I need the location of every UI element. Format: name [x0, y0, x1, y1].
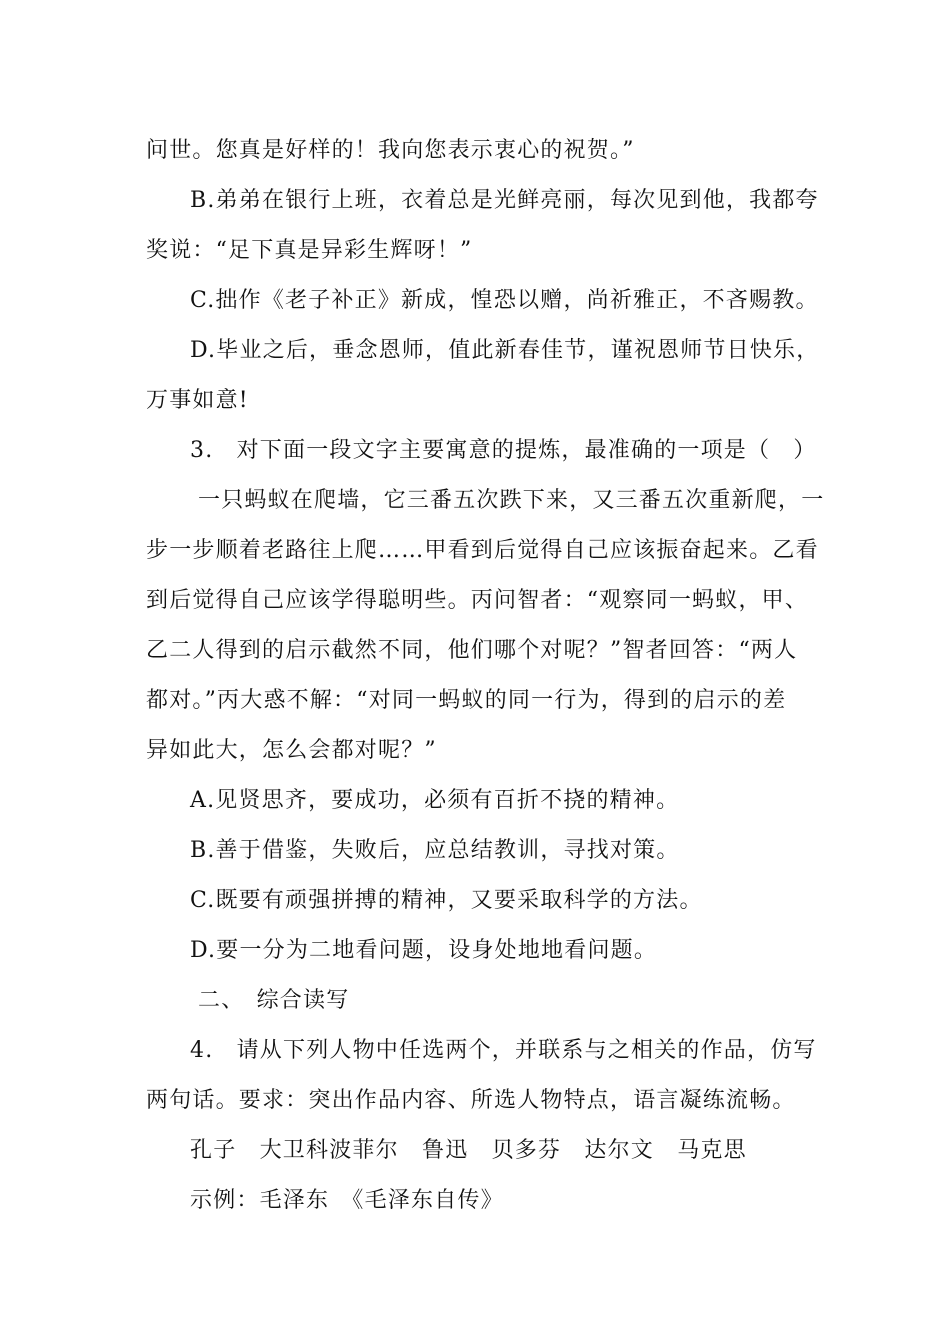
passage-line: 都对。”丙大惑不解：“对同一蚂蚁的同一行为，得到的启示的差 [146, 688, 787, 713]
text-line: 万事如意! [146, 388, 249, 413]
example-line: 示例：毛泽东 《毛泽东自传》 [190, 1188, 504, 1213]
question-4-line: 4. 请从下列人物中任选两个，并联系与之相关的作品，仿写 [190, 1038, 817, 1063]
section-heading: 二、 综合读写 [198, 988, 350, 1013]
option-d-line: D.要一分为二地看问题，设身处地地看问题。 [190, 938, 658, 963]
passage-line: 步一步顺着老路往上爬……甲看到后觉得自己应该振奋起来。乙看 [146, 538, 819, 563]
question-3-line: 3. 对下面一段文字主要寓意的提炼，最准确的一项是（ ） [190, 438, 817, 463]
text-line: 问世。您真是好样的！我向您表示衷心的祝贺。” [146, 138, 635, 163]
option-d-line: D.毕业之后，垂念恩师，值此新春佳节，谨祝恩师节日快乐， [190, 338, 820, 363]
option-a-line: A.见贤思齐，要成功，必须有百折不挠的精神。 [190, 788, 680, 813]
option-b-line: B.弟弟在银行上班，衣着总是光鲜亮丽，每次见到他，我都夸 [190, 188, 819, 213]
option-b-line: B.善于借鉴，失败后，应总结教训，寻找对策。 [190, 838, 680, 863]
text-line: 两句话。要求：突出作品内容、所选人物特点，语言凝练流畅。 [146, 1088, 796, 1113]
text-line: 奖说：“足下真是异彩生辉呀！” [146, 238, 473, 263]
passage-line: 到后觉得自己应该学得聪明些。丙问智者：“观察同一蚂蚁，甲、 [146, 588, 809, 613]
passage-line: 乙二人得到的启示截然不同，他们哪个对呢？”智者回答：“两人 [146, 638, 798, 663]
option-c-line: C.拙作《老子补正》新成，惶恐以赠，尚祈雅正，不吝赐教。 [190, 288, 819, 313]
people-list-line: 孔子 大卫科波菲尔 鲁迅 贝多芬 达尔文 马克思 [190, 1138, 747, 1163]
option-c-line: C.既要有顽强拼搏的精神，又要采取科学的方法。 [190, 888, 703, 913]
passage-line: 一只蚂蚁在爬墙，它三番五次跌下来，又三番五次重新爬，一 [198, 488, 825, 513]
passage-line: 异如此大，怎么会都对呢？” [146, 738, 437, 763]
